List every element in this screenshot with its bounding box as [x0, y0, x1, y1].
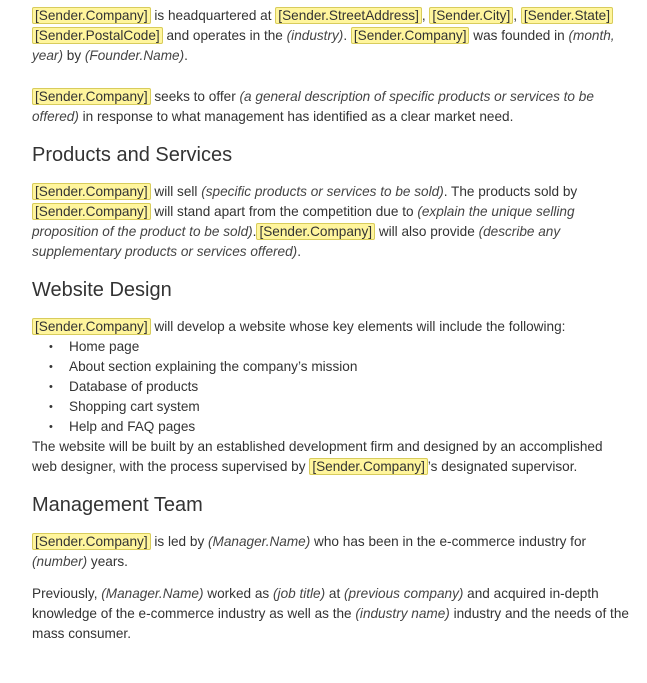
sender-company-token[interactable]: [Sender.Company] — [32, 88, 151, 105]
text-run: worked as — [203, 586, 274, 601]
list-item: • Help and FAQ pages — [69, 417, 631, 437]
website-elements-list — [32, 337, 631, 437]
manager-name-placeholder: (Manager.Name) — [208, 534, 311, 549]
text-run: seeks to offer — [150, 89, 240, 104]
text-run: will develop a website whose key elements will include the following: — [150, 319, 566, 334]
sender-company-token[interactable]: [Sender.Company] — [32, 203, 151, 220]
text-run: is headquartered at — [150, 8, 276, 23]
text-run: , — [513, 8, 521, 23]
spacer — [32, 477, 631, 492]
text-run: in response to what management has identified as a clear market need. — [78, 109, 514, 124]
management-paragraph-2 — [32, 584, 631, 644]
text-run: The website will be built by an established development firm and designed by an accomplished web designer, with the process supervised by — [32, 439, 603, 474]
supplementary-placeholder: (describe any supplementary products or services offered) — [32, 224, 561, 259]
management-heading: Management Team — [32, 494, 203, 516]
text-run: years. — [87, 554, 128, 569]
text-run: . — [297, 244, 301, 259]
spacer — [32, 127, 631, 142]
website-build-paragraph — [32, 437, 631, 477]
spacer — [32, 66, 631, 87]
text-run: . — [184, 48, 188, 63]
website-intro — [32, 317, 631, 337]
text-run: who has been in the e-commerce industry for — [310, 534, 587, 549]
sender-street-address-token[interactable]: [Sender.StreetAddress] — [275, 7, 422, 24]
sender-company-token[interactable]: [Sender.Company] — [32, 183, 151, 200]
text-run: , — [421, 8, 430, 23]
text-run: will stand apart from the competition due to — [150, 204, 418, 219]
spacer — [32, 168, 631, 182]
sender-company-token[interactable]: [Sender.Company] — [351, 27, 470, 44]
text-run: and acquired in-depth knowledge of the e-commerce industry as well as the — [32, 586, 599, 621]
list-item: • Database of products — [69, 377, 631, 397]
number-placeholder: (number) — [32, 554, 88, 569]
text-run: was founded in — [469, 28, 569, 43]
sender-company-token[interactable]: [Sender.Company] — [256, 223, 375, 240]
job-title-placeholder: (job title) — [273, 586, 326, 601]
intro-paragraph-1 — [32, 6, 631, 66]
products-placeholder: (specific products or services to be sold) — [201, 184, 444, 199]
sender-city-token[interactable]: [Sender.City] — [429, 7, 513, 24]
list-item: • Home page — [69, 337, 631, 357]
products-heading: Products and Services — [32, 144, 233, 166]
text-run: Previously, — [32, 586, 102, 601]
sender-company-token[interactable]: [Sender.Company] — [32, 533, 151, 550]
sender-postal-code-token[interactable]: [Sender.PostalCode] — [32, 27, 163, 44]
text-run: at — [325, 586, 345, 601]
manager-name-placeholder: (Manager.Name) — [101, 586, 204, 601]
spacer — [32, 303, 631, 317]
text-run: is led by — [150, 534, 209, 549]
intro-paragraph-2 — [32, 87, 631, 127]
spacer — [32, 518, 631, 532]
website-heading: Website Design — [32, 279, 172, 301]
month-year-placeholder: (month, year) — [32, 28, 615, 63]
text-run: industry and the needs of the mass consumer. — [32, 606, 629, 641]
description-placeholder: (a general description of specific products or services to be offered) — [32, 89, 594, 124]
industry-placeholder: (industry) — [286, 28, 344, 43]
text-run: . The products sold by — [443, 184, 578, 199]
spacer — [32, 262, 631, 277]
management-paragraph-1 — [32, 532, 631, 572]
text-run: ’s designated supervisor. — [427, 459, 578, 474]
text-run: by — [62, 48, 85, 63]
sender-company-token[interactable]: [Sender.Company] — [32, 7, 151, 24]
industry-name-placeholder: (industry name) — [355, 606, 450, 621]
text-run: . — [343, 28, 351, 43]
text-run: . — [252, 224, 257, 239]
products-paragraph — [32, 182, 631, 262]
spacer — [32, 572, 631, 584]
text-run: will sell — [150, 184, 202, 199]
text-run: will also provide — [375, 224, 479, 239]
usp-placeholder: (explain the unique selling proposition of the product to be sold) — [32, 204, 575, 239]
list-item: • About section explaining the company’s mission — [69, 357, 631, 377]
sender-company-token[interactable]: [Sender.Company] — [309, 458, 428, 475]
sender-company-token[interactable]: [Sender.Company] — [32, 318, 151, 335]
founder-name-placeholder: (Founder.Name) — [84, 48, 185, 63]
previous-company-placeholder: (previous company) — [344, 586, 464, 601]
sender-state-token[interactable]: [Sender.State] — [521, 7, 613, 24]
text-run: and operates in the — [162, 28, 287, 43]
list-item: • Shopping cart system — [69, 397, 631, 417]
